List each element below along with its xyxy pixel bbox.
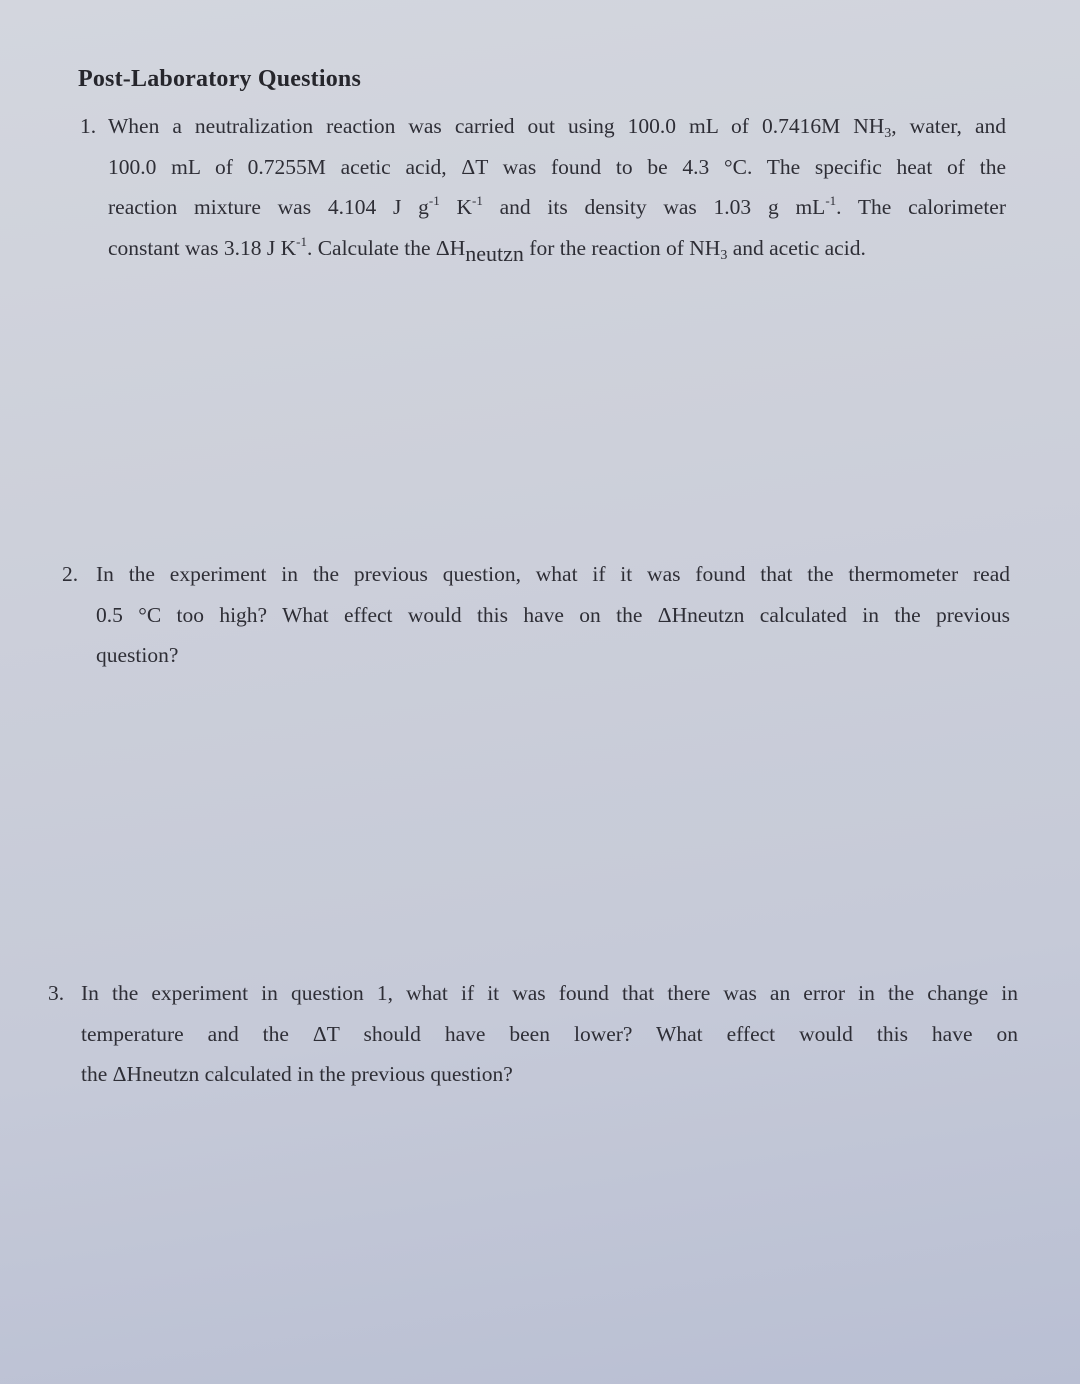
question-line: question? (96, 643, 179, 667)
question-line: In the experiment in question 1, what if it was found that there was an error in the change in (81, 981, 1018, 1005)
question-line: In the experiment in the previous question, what if it was found that the thermometer read (96, 562, 1010, 586)
question-text (96, 554, 1010, 676)
question-number: 1. (80, 114, 97, 138)
question-1 (80, 106, 1010, 268)
question-line: 100.0 mL of 0.7255M acetic acid, ΔT was found to be 4.3 °C. The specific heat of the (108, 154, 1006, 179)
question-text (108, 106, 1006, 268)
question-line: When a neutralization reaction was carried out using 100.0 mL of 0.7416M $NH_3$, water, and (108, 114, 1006, 141)
page-title: Post-Laboratory Questions (78, 66, 361, 92)
question-line: temperature and the ΔT should have been lower? What effect would this have on (81, 1021, 1018, 1046)
question-text (81, 973, 1018, 1095)
question-number: 3. (48, 981, 65, 1005)
question-line: constant was 3.18 J $K^{-1}$. Calculate the $\Delta H_{neutzn}$ for the reaction of $NH_3$ and acetic acid. (108, 233, 866, 266)
question-line: the ΔHneutzn calculated in the previous question? (81, 1062, 513, 1086)
question-line: reaction mixture was 4.104 J $g^{-1}$ $K^{-1}$ and its density was 1.03 g $mL^{-1}$. The calorimeter (108, 193, 1006, 219)
question-2 (62, 554, 1012, 676)
question-number: 2. (62, 562, 79, 586)
question-line: 0.5 °C too high? What effect would this have on the ΔHneutzn calculated in the previous (96, 602, 1010, 627)
question-3 (48, 973, 1020, 1095)
